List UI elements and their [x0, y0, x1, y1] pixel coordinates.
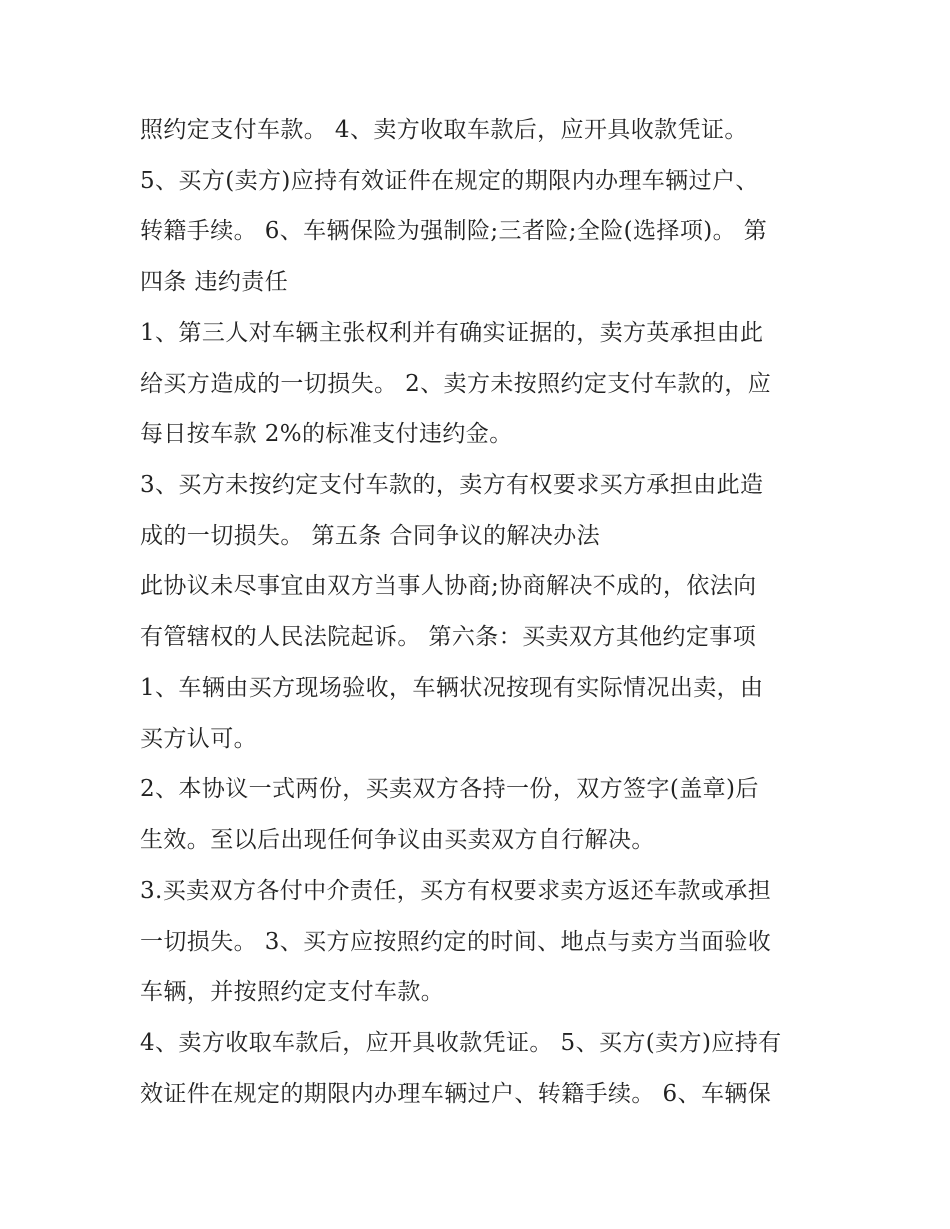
text-line: 每日按车款 2%的标准支付违约金。: [140, 421, 513, 447]
text-line: 2、本协议一式两份，买卖双方各持一份，双方签字(盖章)后: [140, 776, 759, 802]
text-line: 3.买卖双方各付中介责任，买方有权要求卖方返还车款或承担: [140, 878, 772, 904]
text-line: 车辆，并按照约定支付车款。: [140, 979, 445, 1005]
text-line: 一切损失。 3、买方应按照约定的时间、地点与卖方当面验收: [140, 929, 772, 955]
text-line: 效证件在规定的期限内办理车辆过户、转籍手续。 6、车辆保: [140, 1081, 772, 1107]
text-line: 1、第三人对车辆主张权利并有确实证据的，卖方英承担由此: [140, 320, 764, 346]
text-line: 5、买方(卖方)应持有效证件在规定的期限内办理车辆过户、: [140, 168, 759, 194]
text-line: 买方认可。: [140, 726, 257, 752]
text-line: 生效。至以后出现任何争议由买卖双方自行解决。: [140, 827, 655, 853]
text-line: 1、车辆由买方现场验收，车辆状况按现有实际情况出卖，由: [140, 675, 764, 701]
text-line: 转籍手续。 6、车辆保险为强制险;三者险;全险(选择项)。 第: [140, 218, 768, 244]
text-line: 四条 违约责任: [140, 269, 289, 295]
text-line: 此协议未尽事宜由双方当事人协商;协商解决不成的，依法向: [140, 573, 757, 599]
text-line: 给买方造成的一切损失。 2、卖方未按照约定支付车款的，应: [140, 371, 772, 397]
text-line: 有管辖权的人民法院起诉。 第六条：买卖双方其他约定事项: [140, 624, 757, 650]
text-line: 照约定支付车款。 4、卖方收取车款后，应开具收款凭证。: [140, 117, 748, 143]
text-line: 3、买方未按约定支付车款的，卖方有权要求买方承担由此造: [140, 472, 764, 498]
text-line: 成的一切损失。 第五条 合同争议的解决办法: [140, 523, 601, 549]
text-line: 4、卖方收取车款后，应开具收款凭证。 5、买方(卖方)应持有: [140, 1030, 782, 1056]
